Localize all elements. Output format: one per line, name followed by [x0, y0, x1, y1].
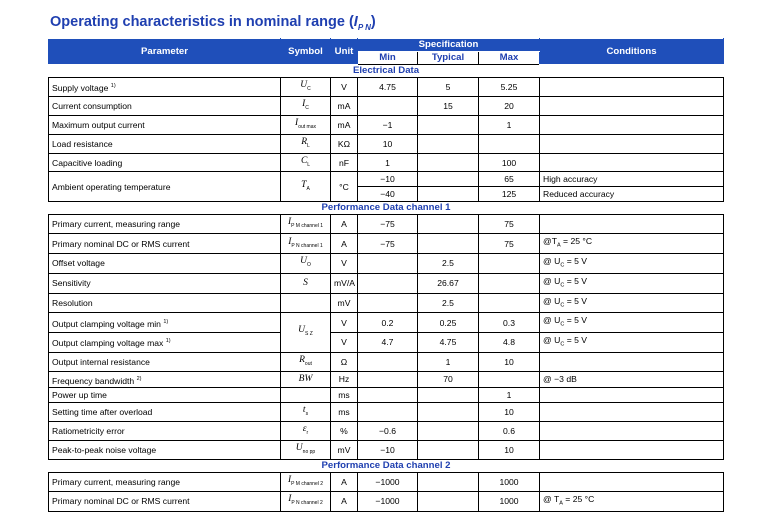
max-cell [479, 273, 540, 293]
parameter-label: Output internal resistance [52, 356, 150, 367]
min-cell: −10 [358, 172, 418, 187]
typical-cell [418, 491, 479, 511]
symbol-subscript: P M channel 2 [291, 480, 324, 487]
typical-cell: 2.5 [418, 293, 479, 313]
parameter-cell [49, 441, 281, 460]
header-max: Max [479, 52, 540, 65]
parameter-label: Ratiometricity error [52, 426, 125, 437]
footnote-marker: 2) [136, 375, 142, 382]
parameter-cell [49, 422, 281, 441]
typical-cell: 4.75 [418, 332, 479, 352]
unit-cell: °C [331, 172, 358, 202]
min-cell: 1 [358, 153, 418, 172]
table-row [49, 215, 724, 234]
max-cell [479, 134, 540, 153]
conditions-cell [540, 441, 724, 460]
header-symbol: Symbol [281, 39, 331, 65]
symbol-letter: U [300, 256, 307, 267]
parameter-label: Ambient operating temperature [52, 181, 171, 192]
unit-cell: mA [331, 115, 358, 134]
condition-text: @ −3 dB [543, 374, 577, 385]
min-cell: −0.6 [358, 422, 418, 441]
parameter-label: Capacitive loading [52, 157, 123, 168]
symbol-letter: t [302, 405, 306, 416]
section-row [49, 460, 724, 473]
footnote-marker: 1) [165, 338, 171, 345]
symbol-cell [281, 352, 331, 371]
section-row [49, 202, 724, 215]
table-row [49, 254, 724, 274]
condition-subscript: C [560, 321, 565, 328]
title-symbol: I [353, 14, 358, 30]
parameter-cell [49, 473, 281, 492]
typical-cell: 26.67 [418, 273, 479, 293]
conditions-cell: High accuracy [540, 172, 724, 187]
unit-cell: A [331, 491, 358, 511]
typical-cell: 1 [418, 352, 479, 371]
unit-cell: mV/A [331, 273, 358, 293]
typical-cell: 5 [418, 78, 479, 97]
conditions-cell [540, 215, 724, 234]
typical-cell [418, 388, 479, 403]
parameter-label: Load resistance [52, 138, 113, 149]
symbol-cell [281, 293, 331, 313]
typical-cell: 15 [418, 96, 479, 115]
conditions-cell [540, 422, 724, 441]
condition-rest: = 5 V [564, 315, 588, 326]
page-title [50, 14, 376, 32]
parameter-cell [49, 273, 281, 293]
symbol-subscript: S Z [305, 331, 313, 338]
symbol-letter: I [287, 217, 292, 228]
max-cell: 0.6 [479, 422, 540, 441]
table-row [49, 313, 724, 333]
symbol-cell [281, 254, 331, 274]
parameter-cell [49, 96, 281, 115]
unit-cell: V [331, 332, 358, 352]
symbol-subscript: C [307, 85, 311, 92]
condition-text: @ U [543, 315, 561, 326]
symbol-subscript: out [304, 360, 312, 367]
parameter-label: Primary nominal DC or RMS current [52, 238, 190, 249]
typical-cell [418, 187, 479, 202]
unit-cell: V [331, 313, 358, 333]
symbol-cell [281, 388, 331, 403]
table-row [49, 273, 724, 293]
symbol-subscript: P N channel 1 [291, 242, 323, 249]
parameter-cell [49, 313, 281, 333]
conditions-cell [540, 96, 724, 115]
min-cell: −1000 [358, 473, 418, 492]
conditions-cell [540, 313, 724, 333]
unit-cell: KΩ [331, 134, 358, 153]
header-specification: Specification [358, 39, 540, 52]
min-cell: −40 [358, 187, 418, 202]
symbol-cell [281, 115, 331, 134]
parameter-label: Current consumption [52, 100, 132, 111]
unit-cell: A [331, 234, 358, 254]
condition-subscript: C [560, 262, 565, 269]
symbol-subscript: s [305, 411, 309, 418]
typical-cell [418, 441, 479, 460]
characteristics-table [48, 38, 724, 512]
conditions-cell [540, 388, 724, 403]
symbol-letter: S [303, 278, 308, 289]
symbol-letter: ε [302, 424, 307, 435]
title-symbol-sub: P N [357, 22, 371, 32]
typical-cell: 2.5 [418, 254, 479, 274]
parameter-label: Primary nominal DC or RMS current [52, 496, 190, 507]
max-cell: 75 [479, 215, 540, 234]
conditions-cell [540, 332, 724, 352]
table-row [49, 441, 724, 460]
parameter-cell [49, 352, 281, 371]
parameter-cell [49, 215, 281, 234]
parameter-cell [49, 153, 281, 172]
conditions-cell [540, 293, 724, 313]
min-cell [358, 388, 418, 403]
parameter-cell [49, 234, 281, 254]
header-conditions: Conditions [540, 39, 724, 65]
min-cell [358, 293, 418, 313]
typical-cell [418, 134, 479, 153]
max-cell: 1000 [479, 491, 540, 511]
condition-subscript: C [560, 302, 565, 309]
parameter-label: Sensitivity [52, 278, 91, 289]
min-cell [358, 273, 418, 293]
symbol-letter: C [300, 155, 308, 166]
condition-text: @ U [543, 256, 561, 267]
parameter-cell [49, 491, 281, 511]
min-cell: 10 [358, 134, 418, 153]
min-cell: −1000 [358, 491, 418, 511]
parameter-cell [49, 371, 281, 388]
symbol-cell [281, 96, 331, 115]
conditions-cell [540, 115, 724, 134]
table-row [49, 115, 724, 134]
max-cell: 1 [479, 115, 540, 134]
symbol-subscript: out max [298, 123, 316, 130]
footnote-marker: 1) [163, 318, 169, 325]
symbol-letter: BW [298, 374, 313, 385]
typical-cell [418, 115, 479, 134]
symbol-cell [281, 441, 331, 460]
symbol-letter: U [295, 443, 303, 454]
min-cell: −10 [358, 441, 418, 460]
section-title: Performance Data channel 2 [49, 460, 724, 473]
symbol-cell [281, 371, 331, 388]
symbol-subscript: no pp [302, 449, 316, 456]
parameter-label: Resolution [52, 297, 93, 308]
min-cell: 4.7 [358, 332, 418, 352]
symbol-letter: R [301, 136, 308, 147]
condition-rest: = 25 °C [560, 236, 593, 247]
condition-rest: = 5 V [564, 275, 588, 286]
parameter-label: Peak-to-peak noise voltage [52, 445, 157, 456]
table-row [49, 153, 724, 172]
conditions-cell [540, 491, 724, 511]
symbol-subscript: C [305, 104, 309, 111]
typical-cell [418, 172, 479, 187]
header-unit: Unit [331, 39, 358, 65]
symbol-cell [281, 313, 331, 352]
condition-subscript: A [559, 500, 563, 507]
parameter-cell [49, 172, 281, 202]
min-cell [358, 371, 418, 388]
title-text: Operating characteristics in nominal range ( [50, 14, 354, 30]
symbol-letter: U [298, 325, 306, 336]
parameter-label: Output clamping voltage max [52, 338, 164, 349]
min-cell [358, 96, 418, 115]
footnote-marker: 1) [110, 83, 116, 90]
table-row [49, 403, 724, 422]
parameter-cell [49, 78, 281, 97]
header-min: Min [358, 52, 418, 65]
parameter-cell [49, 403, 281, 422]
typical-cell [418, 422, 479, 441]
typical-cell [418, 473, 479, 492]
conditions-cell [540, 254, 724, 274]
min-cell: −75 [358, 215, 418, 234]
conditions-cell [540, 153, 724, 172]
symbol-letter: I [295, 117, 299, 128]
unit-cell: A [331, 473, 358, 492]
parameter-label: Power up time [52, 390, 107, 401]
table-row [49, 332, 724, 352]
min-cell: −75 [358, 234, 418, 254]
condition-subscript: C [560, 341, 565, 348]
typical-cell: 70 [418, 371, 479, 388]
min-cell [358, 403, 418, 422]
header-typical: Typical [418, 52, 479, 65]
table-row [49, 491, 724, 511]
max-cell: 5.25 [479, 78, 540, 97]
min-cell: −1 [358, 115, 418, 134]
conditions-cell [540, 473, 724, 492]
table-header-row [49, 39, 724, 52]
table-row [49, 352, 724, 371]
symbol-letter: I [302, 98, 306, 109]
unit-cell: V [331, 254, 358, 274]
symbol-letter: I [288, 494, 292, 505]
max-cell: 4.8 [479, 332, 540, 352]
conditions-cell [540, 371, 724, 388]
symbol-letter: R [299, 354, 305, 365]
min-cell: 0.2 [358, 313, 418, 333]
max-cell: 0.3 [479, 313, 540, 333]
max-cell: 10 [479, 403, 540, 422]
typical-cell [418, 153, 479, 172]
unit-cell: mA [331, 96, 358, 115]
typical-cell [418, 215, 479, 234]
symbol-cell [281, 134, 331, 153]
symbol-cell [281, 153, 331, 172]
max-cell: 20 [479, 96, 540, 115]
unit-cell: mV [331, 441, 358, 460]
condition-rest: = 5 V [564, 334, 588, 345]
symbol-subscript: r [306, 430, 309, 437]
conditions-cell [540, 134, 724, 153]
table-row [49, 473, 724, 492]
condition-rest: = 25 °C [562, 493, 595, 504]
max-cell [479, 371, 540, 388]
symbol-subscript: A [306, 185, 310, 192]
parameter-label: Primary current, measuring range [52, 219, 180, 230]
conditions-cell: Reduced accuracy [540, 187, 724, 202]
max-cell: 65 [479, 172, 540, 187]
max-cell: 75 [479, 234, 540, 254]
table-row [49, 172, 724, 187]
section-title: Electrical Data [49, 65, 724, 78]
min-cell [358, 352, 418, 371]
unit-cell: Ω [331, 352, 358, 371]
unit-cell: ms [331, 388, 358, 403]
symbol-cell [281, 491, 331, 511]
symbol-subscript: P N channel 2 [291, 500, 323, 507]
conditions-cell [540, 78, 724, 97]
table-row [49, 78, 724, 97]
symbol-letter: U [300, 80, 308, 90]
max-cell: 10 [479, 441, 540, 460]
parameter-cell [49, 388, 281, 403]
unit-cell: % [331, 422, 358, 441]
symbol-cell [281, 473, 331, 492]
unit-cell: nF [331, 153, 358, 172]
condition-text: @ T [543, 493, 560, 504]
symbol-cell [281, 403, 331, 422]
symbol-cell [281, 78, 331, 97]
max-cell [479, 254, 540, 274]
min-cell: 4.75 [358, 78, 418, 97]
max-cell: 125 [479, 187, 540, 202]
parameter-label: Setting time after overload [52, 407, 153, 418]
symbol-subscript: L [307, 142, 310, 149]
symbol-subscript: L [307, 161, 311, 168]
condition-subscript: A [557, 243, 561, 250]
table-row [49, 293, 724, 313]
parameter-cell [49, 115, 281, 134]
conditions-cell [540, 352, 724, 371]
parameter-label: Offset voltage [52, 258, 105, 269]
max-cell: 100 [479, 153, 540, 172]
typical-cell [418, 403, 479, 422]
parameter-label: Primary current, measuring range [52, 477, 180, 488]
max-cell: 1000 [479, 473, 540, 492]
condition-text: @ U [543, 334, 561, 345]
symbol-letter: I [288, 236, 292, 247]
unit-cell: mV [331, 293, 358, 313]
table-row [49, 388, 724, 403]
unit-cell: A [331, 215, 358, 234]
unit-cell: V [331, 78, 358, 97]
symbol-cell [281, 172, 331, 202]
condition-rest: = 5 V [564, 295, 588, 306]
conditions-cell [540, 403, 724, 422]
parameter-cell [49, 332, 281, 352]
parameter-label: Maximum output current [52, 119, 145, 130]
max-cell: 1 [479, 388, 540, 403]
table-row [49, 134, 724, 153]
symbol-cell [281, 422, 331, 441]
parameter-cell [49, 293, 281, 313]
parameter-label: Output clamping voltage min [52, 318, 161, 329]
parameter-cell [49, 134, 281, 153]
condition-rest: = 5 V [564, 256, 588, 267]
typical-cell [418, 234, 479, 254]
header-parameter: Parameter [49, 39, 281, 65]
conditions-cell [540, 234, 724, 254]
condition-text: @ U [543, 275, 561, 286]
symbol-cell [281, 234, 331, 254]
table-row [49, 371, 724, 388]
table-row [49, 422, 724, 441]
max-cell [479, 293, 540, 313]
condition-subscript: C [560, 282, 565, 289]
conditions-cell [540, 273, 724, 293]
table-row [49, 96, 724, 115]
section-title: Performance Data channel 1 [49, 202, 724, 215]
symbol-letter: T [301, 180, 307, 190]
max-cell: 10 [479, 352, 540, 371]
title-close: ) [370, 14, 376, 30]
min-cell [358, 254, 418, 274]
symbol-cell [281, 215, 331, 234]
section-row [49, 65, 724, 78]
condition-text: @T [543, 236, 557, 247]
parameter-cell [49, 254, 281, 274]
unit-cell: Hz [331, 371, 358, 388]
typical-cell: 0.25 [418, 313, 479, 333]
table-row [49, 234, 724, 254]
unit-cell: ms [331, 403, 358, 422]
parameter-label: Frequency bandwidth [52, 375, 135, 386]
symbol-subscript: O [306, 262, 311, 269]
symbol-cell [281, 273, 331, 293]
symbol-letter: I [287, 475, 292, 486]
condition-text: @ U [543, 295, 561, 306]
parameter-label: Supply voltage [52, 82, 109, 93]
symbol-subscript: P M channel 1 [291, 223, 324, 230]
